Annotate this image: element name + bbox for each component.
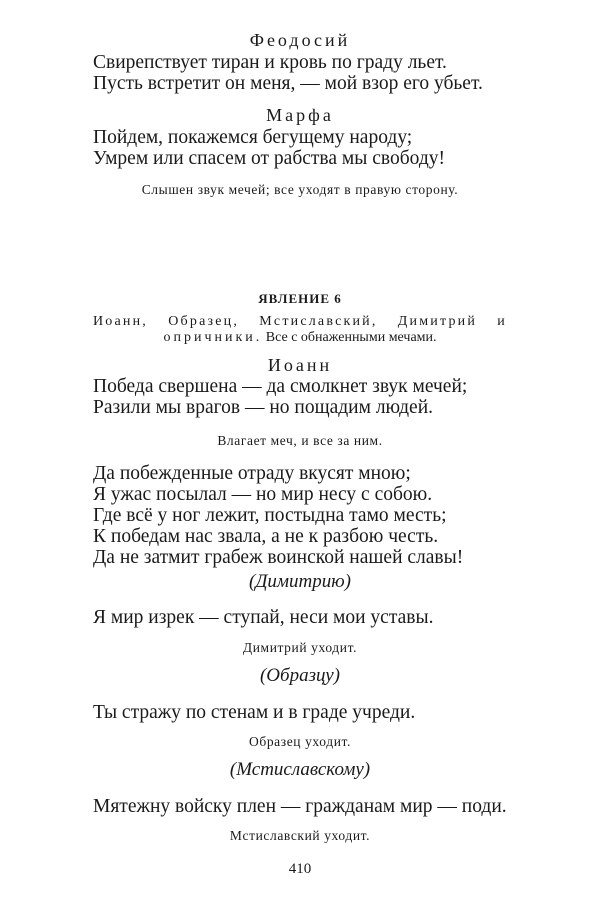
cast-list: Иоанн, Образец, Мстиславский, Димитрий и — [93, 314, 507, 329]
aside-direction: (Мстиславскому) — [229, 759, 371, 780]
cast-note: Все с обнаженными мечами. — [265, 330, 437, 345]
verse-line: Где всё у ног лежит, постыдна тамо месть; — [93, 505, 447, 526]
aside-direction: (Димитрию) — [249, 571, 351, 592]
verse-line: Я ужас посылал — но мир несу с собою. — [93, 484, 433, 505]
speaker-name: Иоанн — [267, 355, 333, 375]
stage-direction: Димитрий уходит. — [242, 640, 358, 655]
verse-line: Свирепствует тиран и кровь по граду льет. — [93, 52, 447, 73]
stage-direction: Мстиславский уходит. — [229, 828, 371, 843]
stage-direction: Влагает меч, и все за ним. — [217, 433, 383, 448]
verse-line: Победа свершена — да смолкнет звук мечей; — [93, 376, 468, 397]
speaker-name: Марфа — [266, 105, 334, 125]
stage-direction: Образец уходит. — [249, 734, 351, 749]
verse-line: Умрем или спасем от рабства мы свободу! — [93, 148, 445, 169]
stage-direction: Слышен звук мечей; все уходят в правую сторону. — [141, 182, 459, 197]
aside-direction: (Образцу) — [259, 665, 341, 686]
verse-line: Да не затмит грабеж воинской нашей славы! — [93, 547, 464, 568]
speaker-name: Феодосий — [249, 30, 351, 50]
verse-line: Ты стражу по стенам и в граде учреди. — [93, 702, 416, 723]
verse-line: К победам нас звала, а не к разбою честь. — [93, 526, 439, 547]
verse-line: Пусть встретит он меня, — мой взор его убьет. — [93, 73, 483, 94]
verse-line: Я мир изрек — ступай, неси мои уставы. — [93, 607, 434, 628]
verse-line: Да побежденные отраду вкусят мною; — [93, 463, 411, 484]
scene-heading: ЯВЛЕНИЕ 6 — [258, 291, 342, 306]
cast-list — [0, 331, 600, 345]
verse-line: Пойдем, покажемся бегущему народу; — [93, 127, 413, 148]
verse-line: Мятежну войску плен — гражданам мир — поди. — [93, 796, 507, 817]
verse-line: Разили мы врагов — но пощадим людей. — [93, 397, 434, 418]
cast-names: опричники. — [163, 330, 263, 345]
page-number: 410 — [288, 861, 312, 877]
